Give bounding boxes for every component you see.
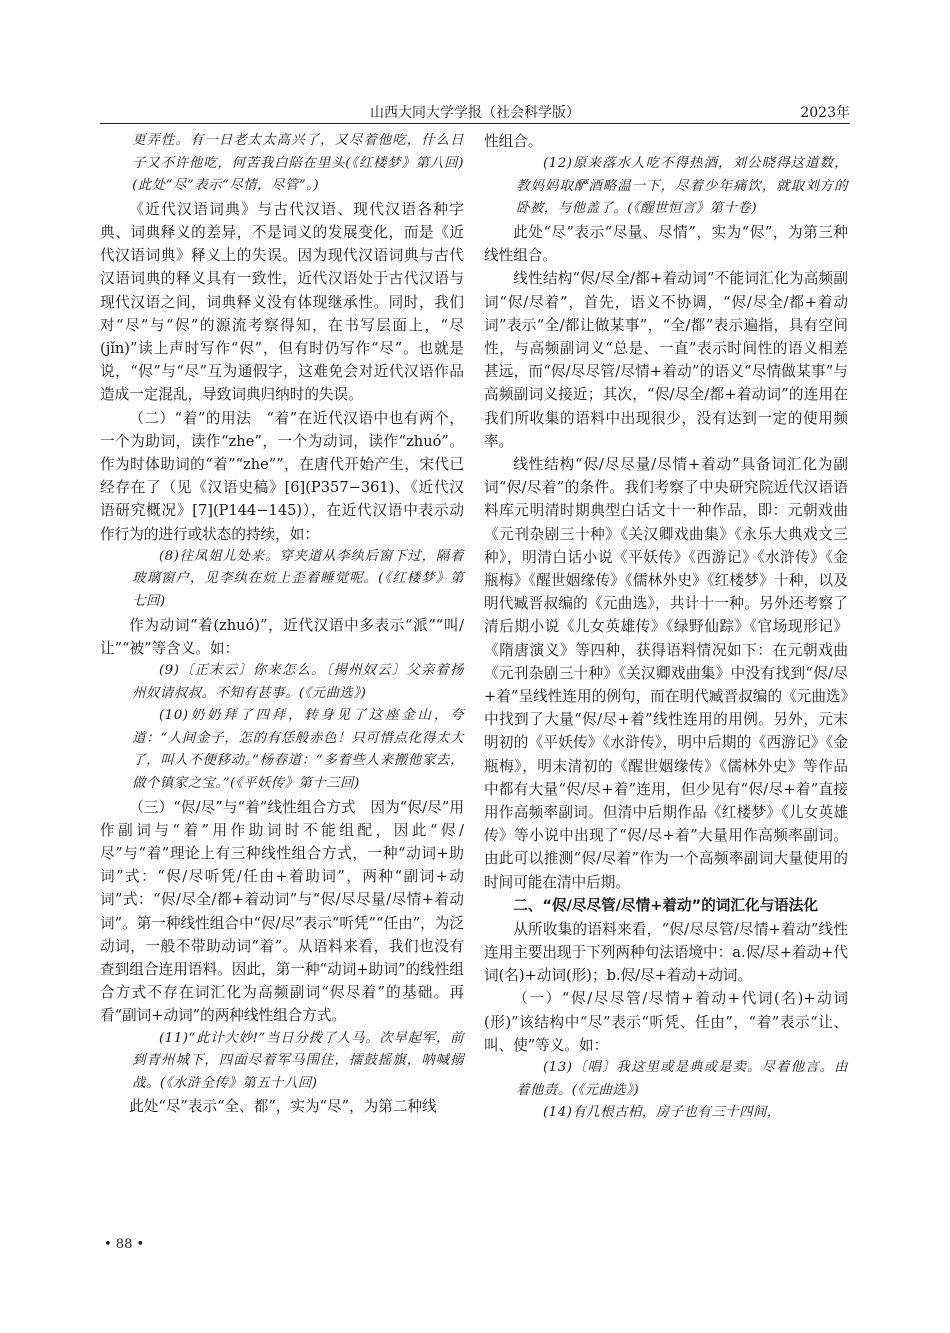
paragraph: （一）“侭/尽尽管/尽情+着动+代词(名)+动词(形)”该结构中“尽”表示“听凭、任由”，“着”表示“让、叫、使”等义。如：	[484, 990, 848, 1054]
example-sentence: (11)“此计大妙!”当日分拨了人马。次早起军，前到青州城下，四面尽着军马围住，擂鼓摇旗，呐喊搦战。(《水浒全传》第五十八回)	[132, 1030, 464, 1091]
paragraph: 性组合。	[484, 133, 543, 150]
example-sentence: (12)原来落水人吃不得热酒，刘公晓得这道数，教妈妈取酽酒略温一下，尽着少年痛饮，就取刘方的卧被，与他盖了。(《醒世恒言》第十卷)	[516, 156, 848, 217]
paragraph: 从所收集的语料来看，“侭/尽尽管/尽情+着动”线性连用主要出现于下列两种句法语境中：a.侭/尽+着动+代词(名)+动词(形)；b.侭/尽+着动+动词。	[484, 920, 848, 985]
example-sentence: (14)有几根古柏，房子也有三十四间，	[542, 1105, 781, 1121]
paragraph: （二）“着”的用法 “着”在近代汉语中也有两个，一个为助词，读作“zhe”，一个为动词，读作“zhuó”。作为时体助词的“着”“zhe””，在唐代开始产生，宋代已经存在了（见《汉语史稿》[6](P357−361)、《近代汉语研究概况》[7](P144−145)），在近代汉语中表示动作行为的进行或状态的持续，如：	[100, 409, 464, 543]
running-header	[100, 102, 850, 122]
journal-title: 山西大同大学学报（社会科学版）	[370, 105, 580, 121]
left-column	[100, 130, 464, 1119]
paragraph: 线性结构“侭/尽全/都+着动词”不能词汇化为高频副词“侭/尽着”，首先，语义不协调，“侭/尽全/都+着动词”表示“全/都让做某事”，“全/都”表示遍指，具有空间性，与高频副词义“总是、一直”表示时间性的语义相差甚远，而“侭/尽尽管/尽情+着动”的语义“尽情做某事”与高频副词义接近；其次，“侭/尽全/都+着动词”的连用在我们所收集的语料中出现很少，没有达到一定的使用频率。	[484, 270, 848, 450]
example-sentence: (8)往凤姐儿处来。穿夹道从李纨后窗下过，隔着玻璃窗户，见李纨在炕上歪着睡觉呢。(《红楼梦》第七回)	[132, 548, 464, 610]
header-rule	[100, 123, 850, 124]
right-column	[484, 130, 848, 1125]
example-sentence: 更弄性。有一日老太太高兴了，又尽着他吃，什么日子又不许他吃，何苦我白陪在里头(《红楼梦》第八回)(此处“尽”表示“尽情，尽管”。)	[132, 133, 464, 194]
publication-year: 2023年	[800, 105, 850, 121]
example-sentence: (9)〔正末云〕你来怎么。〔揚州奴云〕父亲着扬州奴请叔叔。不知有甚事。(《元曲选》)	[132, 663, 464, 701]
paragraph: 《近代汉语词典》与古代汉语、现代汉语各种字典、词典释义的差异，不是词义的发展变化，而是《近代汉语词典》释义上的失误。因为现代汉语词典与古代汉语词典的释义具有一致性，近代汉语处于古代汉语与现代汉语之间，词典释义没有体现继承性。同时，我们对“尽”与“侭”的源流考察得知，在书写层面上，“尽(jǐn)”读上声时写作“侭”，但有时仍写作“尽”。也就是说，“侭”与“尽”互为通假字，这难免会对近代汉语作品造成一定混乱，导致词典归纳时的失误。	[100, 200, 464, 404]
paragraph: （三）“侭/尽”与“着”线性组合方式 因为“侭/尽”用作副词与“着”用作助词时不能组配，因此“侭/尽”与“着”理论上有三种线性组合方式，一种“动词+助词”式：“侭/尽听凭/任由+着助词”，两种“副词+动词”式：“侭/尽全/都+着动词”与“侭/尽尽量/尽情+着动词”。第一种线性组合中“侭/尽”表示“听凭”“任由”，为泛动词，一般不带助动词“着”。从语料来看，我们也没有查到组合连用语料。因此，第一种“动词+助词”的线性组合方式不存在词汇化为高频副词“侭尽着”的基础。再看“副词+动词”的两种线性组合方式。	[100, 798, 464, 1025]
paragraph: 线性结构“侭/尽尽量/尽情+着动”具备词汇化为副词“侭/尽着”的条件。我们考察了中央研究院近代汉语语料库元明清时期典型白话文十一种作品，即：元朝戏曲《元刊杂剧三十种》《关汉卿戏曲集》《永乐大典戏文三种》，明清白话小说《平妖传》《西游记》《水浒传》《金瓶梅》《醒世姻缘传》《儒林外史》《红楼梦》十种，以及明代臧晋叔编的《元曲选》，共计十一种。另外还考察了清后期小说《儿女英雄传》《绿野仙踪》《官场现形记》《隋唐演义》等四种，获得语料情况如下：在元朝戏曲《元刊杂剧三十种》《关汉卿戏曲集》中没有找到“侭/尽+着”呈线性连用的例句，而在明代臧晋叔编的《元曲选》中找到了大量“侭/尽+着”线性连用的用例。另外，元末明初的《平妖传》《水浒传》，明中后期的《西游记》《金瓶梅》，明末清初的《醒世姻缘传》《儒林外史》等作品中都有大量“侭/尽+着”连用，但少见有“侭/尽+着”直接用作高频率副词。但清中后期作品《红楼梦》《儿女英雄传》等小说中出现了“侭/尽+着”大量用作高频率副词。由此可以推测“侭/尽着”作为一个高频率副词大量使用的时间可能在清中后期。	[484, 456, 848, 891]
page-number: • 88 •	[104, 1237, 145, 1252]
section-heading: 二、“侭/尽尽管/尽情+着动”的词汇化与语法化	[513, 896, 818, 914]
paragraph: 此处“尽”表示“全、都”，实为“尽”，为第二种线	[129, 1098, 437, 1116]
paragraph: 此处“尽”表示“尽量、尽情”，实为“侭”，为第三种线性组合。	[484, 223, 848, 265]
paragraph: 作为动词“着(zhuó)”，近代汉语中多表示“派”“叫/让”“被”等含义。如：	[100, 616, 464, 657]
example-sentence: (10)奶奶拜了四拜，转身见了这座金山，夸道：“人间金子，怎的有恁般赤色！只可惜点化得太大了，叫人不便移动。”杨春道：“多着些人来搬他家去，做个镇家之宝。”(《平妖传》第十三回)	[132, 708, 464, 791]
example-sentence: (13)〔唱〕我这里或是典或是卖。尽着他言。由着他责。(《元曲选》)	[516, 1060, 848, 1098]
